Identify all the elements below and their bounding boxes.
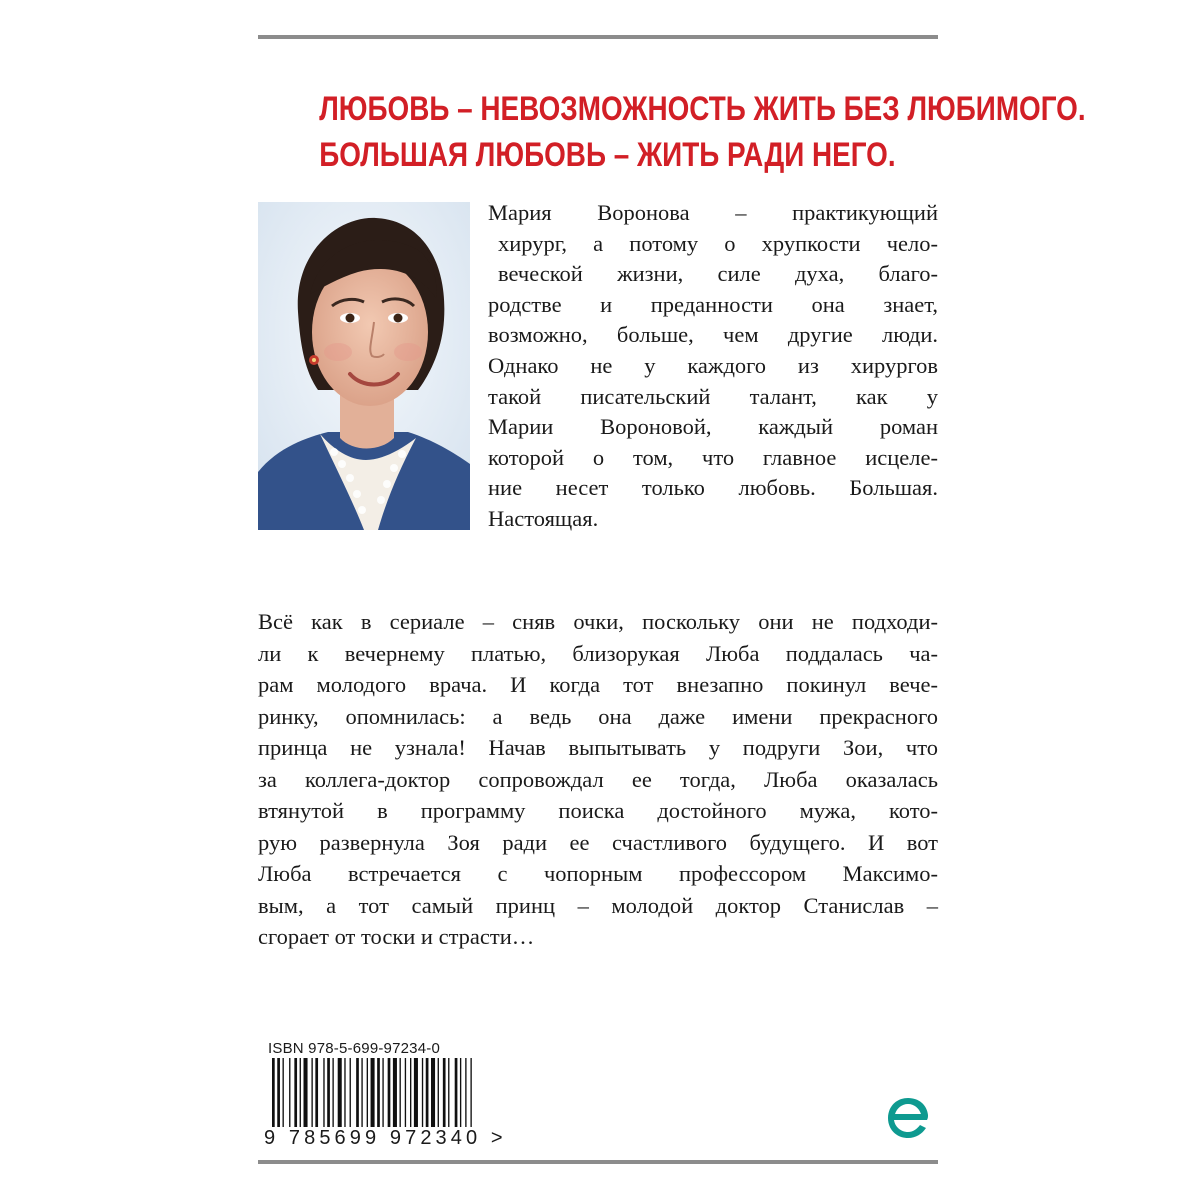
synopsis-line: Люба встречается с чопорным профессором Максимо- — [258, 861, 938, 886]
author-photo — [258, 202, 470, 530]
synopsis-line: втянутой в программу поиска достойного мужа, кото- — [258, 798, 938, 823]
synopsis-line: за коллега-доктор сопровождал ее тогда, Люба оказалась — [258, 766, 938, 792]
synopsis-line: рую развернула Зоя ради ее счастливого будущего. И вот — [258, 829, 938, 855]
bio-line: Настоящая. — [488, 505, 599, 531]
bio-line: возможно, больше, чем другие люди. — [488, 322, 938, 348]
synopsis-line: ли к вечернему платью, близорукая Люба поддалась ча- — [258, 640, 938, 666]
bio-line: Марии Вороновой, каждый роман — [488, 414, 938, 440]
synopsis-line: Всё как в сериале – сняв очки, поскольку они не подходи- — [258, 609, 938, 634]
bio-line: Однако не у каждого из хирургов — [488, 352, 938, 378]
publisher-logo-icon — [880, 1090, 936, 1146]
author-bio — [488, 198, 938, 535]
synopsis-line: рам молодого врача. И когда тот внезапно покинул вече- — [258, 672, 938, 697]
bio-line: которой о том, что главное исцеле- — [488, 444, 938, 470]
isbn-label: ISBN 978-5-699-97234-0 — [268, 1040, 441, 1057]
tagline — [319, 86, 1086, 178]
tagline-line-2: БОЛЬШАЯ ЛЮБОВЬ – ЖИТЬ РАДИ НЕГО. — [319, 136, 896, 174]
bio-line: родстве и преданности она знает, — [488, 291, 938, 317]
bio-line: такой писательский талант, как у — [488, 383, 938, 409]
synopsis-line: вым, а тот самый принц – молодой доктор Станислав – — [258, 892, 938, 918]
tagline-line-1: ЛЮБОВЬ – НЕВОЗМОЖНОСТЬ ЖИТЬ БЕЗ ЛЮБИМОГО. — [319, 90, 1086, 128]
book-synopsis — [258, 606, 938, 953]
top-rule — [258, 35, 938, 39]
synopsis-line: сгорает от тоски и страсти… — [258, 924, 535, 949]
bio-line: ние несет только любовь. Большая. — [488, 475, 938, 501]
barcode-digits: 9 785699 972340 > — [264, 1127, 507, 1149]
bio-line: Мария Воронова – практикующий — [488, 200, 938, 225]
bio-line: хирург, а потому о хрупкости чело- — [498, 230, 938, 256]
synopsis-line: принца не узнала! Начав выпытывать у подруги Зои, что — [258, 735, 938, 760]
synopsis-line: ринку, опомнилась: а ведь она даже имени прекрасного — [258, 703, 938, 729]
bottom-rule — [258, 1160, 938, 1164]
bio-line: веческой жизни, силе духа, благо- — [498, 261, 938, 287]
